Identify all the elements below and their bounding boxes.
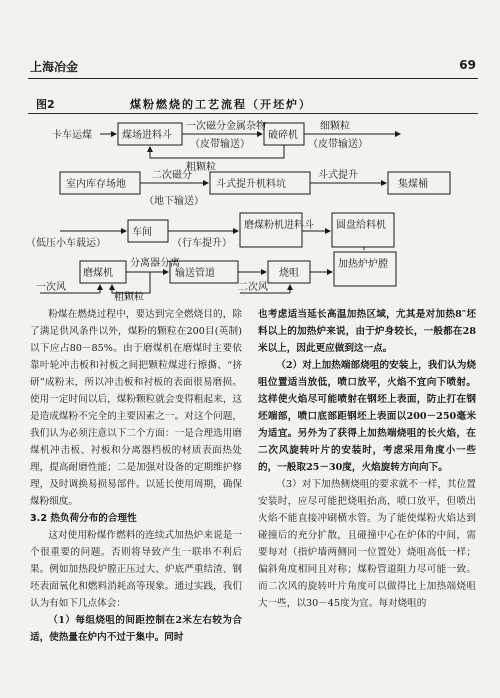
paragraph: （1）每组烧咀的间距控制在2米左右较为合适，使热量在炉内不过于集中。同时 <box>30 615 242 643</box>
label-primary-air: 一次风 <box>36 282 66 293</box>
section-heading: 3.2 热负荷分布的合理性 <box>30 513 137 524</box>
page-number: 69 <box>459 58 476 72</box>
label-belt2: （皮带输送） <box>308 139 368 150</box>
paragraph: （2）对上加热端部烧咀的安装上，我们认为烧咀位置适当放低，喷口放平，火焰不宜向下喷射。这样使火焰尽可能喷射在钢坯上表面，防止打在钢坯端部，喷口底部距钢坯上表面以200－250毫米为适宜。另外为了获得上加热端烧咀的长火焰，在二次风旋转叶片的安装时，考虑采用角度小一些的，一般取25－30度，火焰旋转方向向下。 <box>258 360 476 473</box>
label-belt1: （皮带输送） <box>190 139 250 150</box>
label-magnet2: 二次磁分 <box>152 170 192 181</box>
label-coarse2: 粗颗粒 <box>114 292 144 302</box>
node-crusher: 破碎机 <box>268 130 298 141</box>
paragraph: 粉煤在燃烧过程中，要达到完全燃烧目的，除了满足供风条件以外，煤粉的颗粒在200目(英制)以下应占80－85%。由于磨煤机在磨煤时主要依靠叶轮冲击板和衬板之间把颗粒煤进行擦撕、“挤研”成粉末，所以冲击板和衬板的表面很易磨损。使用一定时间以后，煤粉颗粒就会变得粗起来，这是造成煤粉不完全的主要因素之一。对这个问题，我们认为必须注意以下二个方面：一是合理选用磨煤机冲击板、衬板和分离器档板的材质表面热处理，提高耐磨性能；二是加强对设备的定期维护修理，及时调换易损易部件。以延长使用周期，确保煤粉细度。 <box>30 309 242 507</box>
paragraph: 也考虑适当延长高温加热区域，尤其是对加热8″坯料以上的加热炉来说，由于炉身较长，一般都在28米以上，因此更应做到这一点。 <box>258 309 476 354</box>
label-secondary-air: 二次风 <box>238 282 268 293</box>
label-fine: 细颗粒 <box>320 121 350 132</box>
process-flow-diagram <box>0 116 500 302</box>
node-separator: 分离器分离 <box>130 258 180 269</box>
label-bucket-lift: 斗式提升 <box>318 170 358 181</box>
figure-title: 煤粉燃烧的工艺流程（开坯炉） <box>130 98 312 111</box>
left-column <box>30 306 242 646</box>
node-collector: 集煤桶 <box>398 179 428 190</box>
node-storage: 室内库存场地 <box>66 179 126 190</box>
node-mill-hopper: 磨煤粉机进料斗 <box>244 220 314 231</box>
node-furnace: 加热炉炉膛 <box>338 259 388 270</box>
node-pipeline: 输送管道 <box>175 268 215 279</box>
node-burner: 烧咀 <box>279 268 299 279</box>
journal-name: 上海冶金 <box>30 60 79 74</box>
node-elevator: 斗式提升机料坑 <box>216 179 286 190</box>
node-hopper: 煤场进料斗 <box>122 130 172 141</box>
right-column <box>258 306 476 612</box>
label-coarse1: 粗颗粒 <box>186 162 216 173</box>
figure-top-rule <box>28 113 478 114</box>
node-mill: 磨煤机 <box>83 268 113 279</box>
label-magnet1: 一次磁分金属杂物 <box>186 121 266 132</box>
label-ground: （地下输送） <box>144 196 204 207</box>
page-header <box>28 56 478 79</box>
figure-label: 图2 <box>36 98 55 111</box>
paragraph: 这对使用粉煤作燃料的连续式加热炉来说是一个很重要的问题。否则将导致产生一联串不利后果。例如加热段炉膛正压过大、炉底严重结渣、钢坯表面氧化和燃料消耗高等现象。通过实践，我们认为有如下几点体会： <box>30 530 242 609</box>
label-crane: （行车提升） <box>172 238 232 249</box>
paragraph: （3）对下加热侧烧咀的要求就不一样，其位置安装时，应尽可能把烧咀抬高，喷口放平，但喷出火焰不能直接冲刷横水管。为了能使煤粉火焰达到碰撞后的充分扩散，且碰撞中心在炉体的中间，需要每对（指炉墙两侧同一位置处）烧咀高低一样；偏斜角度相同且对称；煤粉管道阻力尽可能一致。而二次风的旋转叶片角度可以做得比上加热端烧咀大一些，以30－45度为宜。每对烧咀的 <box>258 479 476 609</box>
label-low-cart: （低压小车载运） <box>26 238 106 249</box>
node-disc-feeder: 圆盘给料机 <box>336 220 386 231</box>
node-truck: 卡车运煤 <box>52 130 92 141</box>
node-workshop: 车间 <box>132 227 152 238</box>
